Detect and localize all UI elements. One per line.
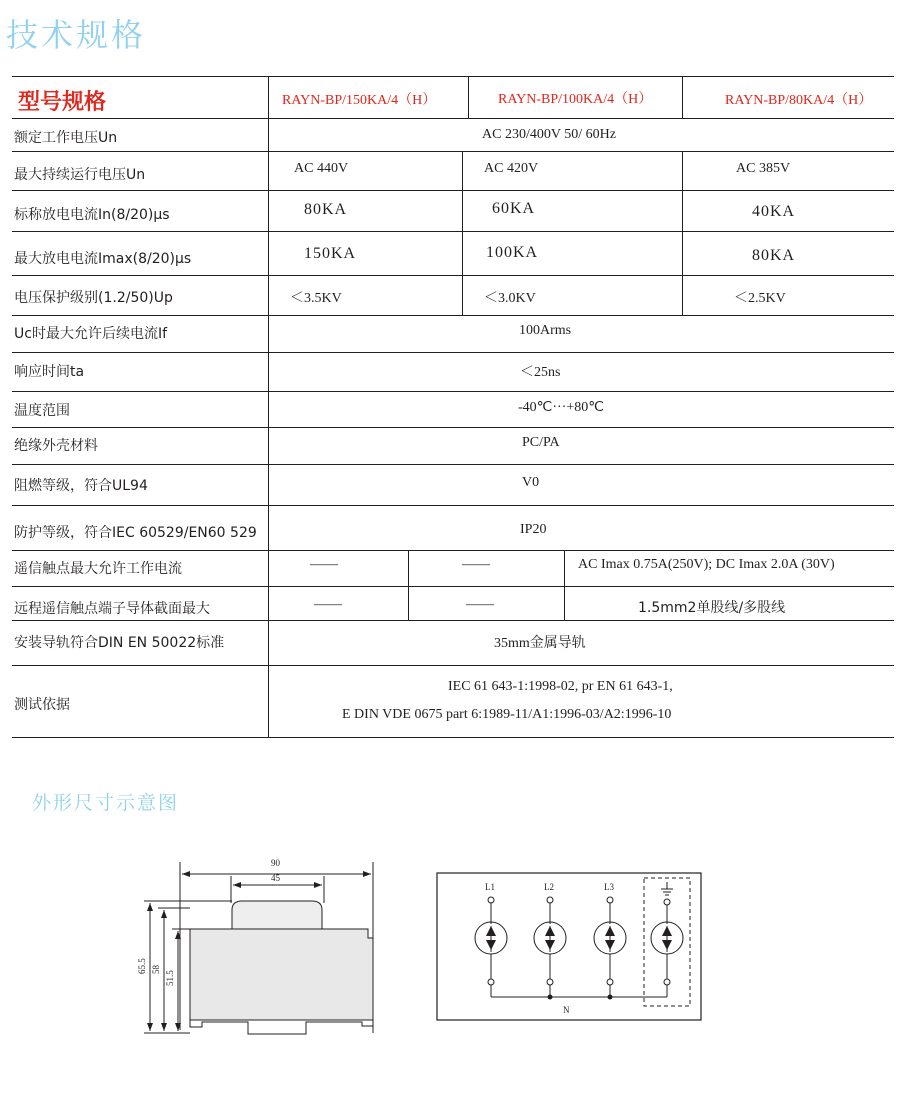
table-row bbox=[12, 276, 894, 316]
row-label: 远程遥信触点端子导体截面最大 bbox=[14, 601, 210, 617]
row-value: IEC 61 643-1:1998-02, pr EN 61 643-1, bbox=[448, 679, 673, 694]
row-value: IP20 bbox=[520, 522, 547, 537]
dimensions-title: 外形尺寸示意图 bbox=[32, 792, 180, 814]
row-value: -40℃···+80℃ bbox=[518, 400, 604, 415]
row-label: Uc时最大允许后续电流If bbox=[14, 326, 168, 342]
row-label: 防护等级，符合IEC 60529/EN60 529 bbox=[14, 525, 257, 541]
row-label: 电压保护级别(1.2/50)Up bbox=[14, 290, 173, 306]
row-value: 40KA bbox=[752, 203, 796, 220]
model-label: 型号规格 bbox=[18, 90, 107, 115]
row-value: E DIN VDE 0675 part 6:1989-11/A1:1996-03/A2:1996-10 bbox=[342, 707, 672, 722]
row-value: 80KA bbox=[752, 247, 796, 264]
table-row bbox=[12, 551, 894, 587]
row-value: 150KA bbox=[304, 245, 357, 262]
row-value: 1.5mm2单股线/多股线 bbox=[638, 600, 786, 616]
table-row bbox=[12, 232, 894, 276]
table-row bbox=[12, 152, 894, 191]
row-label: 额定工作电压Un bbox=[14, 130, 118, 146]
row-label: 安装导轨符合DIN EN 50022标准 bbox=[14, 635, 225, 651]
circuit-label-l3: L3 bbox=[604, 882, 614, 892]
model-name: RAYN-BP/100KA/4（H） bbox=[498, 92, 653, 107]
row-label: 温度范围 bbox=[14, 403, 70, 419]
row-value: ＜2.5KV bbox=[734, 291, 786, 306]
row-value: ＜3.0KV bbox=[484, 291, 536, 306]
row-value: 100KA bbox=[486, 244, 539, 261]
row-value: —— bbox=[462, 557, 490, 572]
row-label: 绝缘外壳材料 bbox=[14, 438, 98, 454]
table-row bbox=[12, 666, 894, 738]
circuit-label-neutral: N bbox=[563, 1005, 570, 1015]
dim-height-2: 58 bbox=[151, 965, 161, 974]
dim-height-3: 51.5 bbox=[165, 970, 175, 986]
row-label: 响应时间ta bbox=[14, 364, 85, 380]
row-value: ＜3.5KV bbox=[290, 291, 342, 306]
table-row bbox=[12, 392, 894, 428]
row-label: 标称放电电流In(8/20)μs bbox=[14, 207, 170, 223]
row-value: —— bbox=[314, 597, 342, 612]
page-title: 技术规格 bbox=[6, 16, 147, 54]
table-row bbox=[12, 191, 894, 232]
table-row bbox=[12, 621, 894, 666]
dim-height-1: 65.5 bbox=[137, 958, 147, 974]
circuit-label-l2: L2 bbox=[544, 882, 554, 892]
row-label: 遥信触点最大允许工作电流 bbox=[14, 561, 182, 577]
row-value: V0 bbox=[522, 475, 540, 490]
row-value: 35mm金属导轨 bbox=[494, 636, 586, 651]
row-value: AC 420V bbox=[484, 161, 539, 176]
dimension-drawing bbox=[130, 848, 390, 1048]
row-value: AC 230/400V 50/ 60Hz bbox=[482, 127, 616, 142]
dim-width-total: 90 bbox=[271, 858, 280, 868]
row-label: 阻燃等级，符合UL94 bbox=[14, 478, 148, 494]
row-value: AC 385V bbox=[736, 161, 791, 176]
row-value: —— bbox=[466, 597, 494, 612]
row-value: ＜25ns bbox=[520, 365, 561, 380]
row-label: 最大放电电流Imax(8/20)μs bbox=[14, 251, 192, 267]
circuit-label-l1: L1 bbox=[485, 882, 495, 892]
dim-width-top: 45 bbox=[271, 873, 280, 883]
row-label: 测试依据 bbox=[14, 697, 70, 713]
table-row-models bbox=[12, 76, 894, 119]
row-value: 60KA bbox=[492, 200, 536, 217]
row-value: —— bbox=[310, 557, 338, 572]
table-row bbox=[12, 506, 894, 551]
row-value: 100Arms bbox=[519, 323, 572, 338]
table-row bbox=[12, 465, 894, 506]
circuit-diagram bbox=[436, 872, 702, 1022]
row-label: 最大持续运行电压Un bbox=[14, 167, 146, 183]
row-value: PC/PA bbox=[522, 435, 560, 450]
row-value: 80KA bbox=[304, 201, 348, 218]
table-row bbox=[12, 118, 894, 152]
model-name: RAYN-BP/150KA/4（H） bbox=[282, 93, 437, 108]
row-value: AC 440V bbox=[294, 161, 349, 176]
table-row bbox=[12, 428, 894, 465]
table-row bbox=[12, 316, 894, 353]
row-value: AC Imax 0.75A(250V); DC Imax 2.0A (30V) bbox=[578, 557, 835, 572]
table-row bbox=[12, 353, 894, 392]
table-row bbox=[12, 587, 894, 621]
model-name: RAYN-BP/80KA/4（H） bbox=[725, 93, 873, 108]
